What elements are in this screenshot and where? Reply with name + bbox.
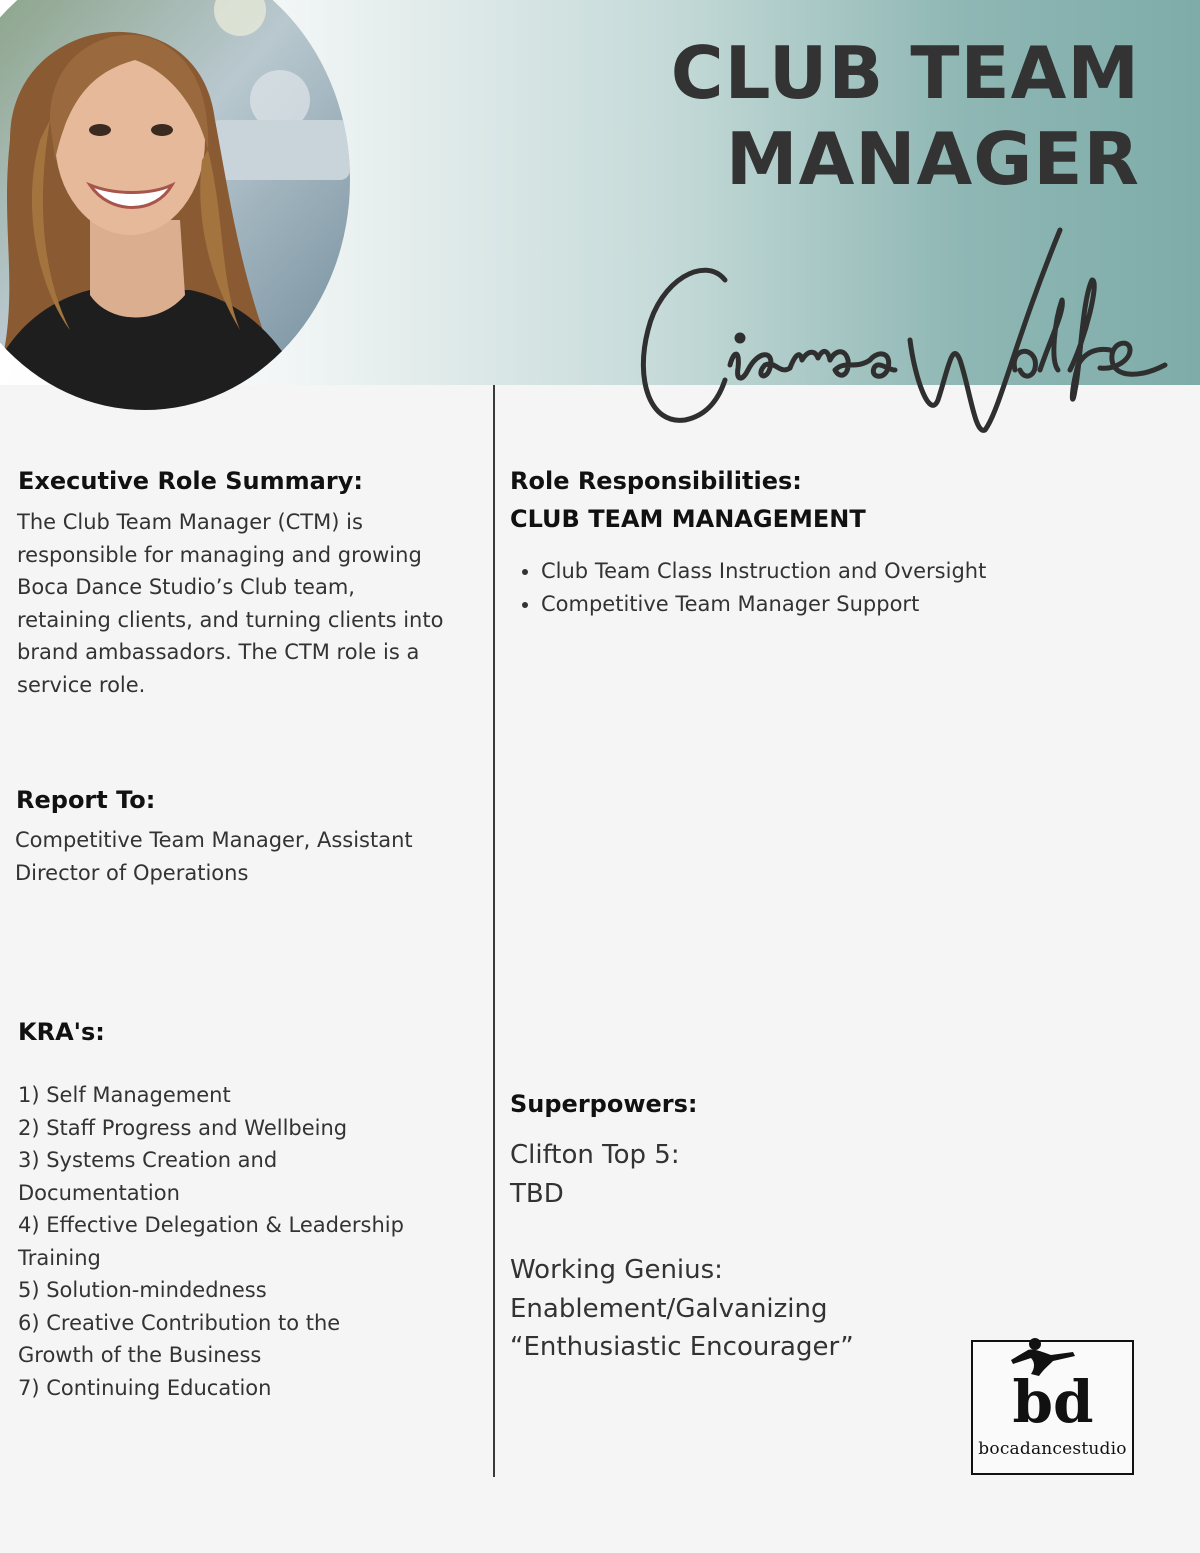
summary-line: service role. [17, 672, 146, 697]
column-divider [493, 385, 495, 1477]
summary-text [17, 506, 487, 701]
list-item: • Club Team Class Instruction and Oversight [541, 555, 1200, 588]
clifton-label: Clifton Top 5: [510, 1140, 680, 1170]
superpowers-heading: Superpowers: [510, 1090, 698, 1118]
report-line: Director of Operations [15, 860, 249, 885]
summary-line: retaining clients, and turning clients into [17, 607, 444, 632]
genius-value: Enablement/Galvanizing [510, 1293, 828, 1324]
kra-line: 7) Continuing Education [18, 1375, 272, 1400]
bocadancestudio-logo [971, 1340, 1134, 1475]
clifton-block [510, 1136, 950, 1213]
summary-line: The Club Team Manager (CTM) is [17, 510, 363, 534]
report-text [15, 824, 485, 889]
kra-line: 2) Staff Progress and Wellbeing [18, 1115, 348, 1140]
kras-heading: KRA's: [18, 1018, 105, 1046]
name-signature [630, 220, 1190, 460]
logo-letters: bd [1012, 1368, 1094, 1430]
kra-line: Training [18, 1245, 101, 1270]
summary-line: brand ambassadors. The CTM role is a [17, 640, 420, 664]
responsibilities-heading: Role Responsibilities: [510, 467, 802, 495]
responsibilities-subheading: CLUB TEAM MANAGEMENT [510, 505, 866, 533]
summary-line: responsible for managing and growing [17, 542, 422, 567]
kra-line: 4) Effective Delegation & Leadership [18, 1213, 404, 1237]
kra-line: Documentation [18, 1180, 180, 1205]
summary-heading: Executive Role Summary: [18, 467, 363, 495]
title-line-2: MANAGER [725, 117, 1140, 201]
genius-quote: “Enthusiastic Encourager” [510, 1332, 854, 1362]
kras-list [18, 1079, 488, 1404]
kra-line: 6) Creative Contribution to the [18, 1310, 341, 1335]
summary-line: Boca Dance Studio’s Club team, [17, 575, 355, 599]
kra-line: Growth of the Business [18, 1343, 262, 1367]
genius-label: Working Genius: [510, 1255, 723, 1285]
clifton-value: TBD [510, 1178, 564, 1209]
kra-line: 3) Systems Creation and [18, 1148, 278, 1172]
logo-wordmark: bocadancestudio [978, 1439, 1127, 1459]
page-title [520, 30, 1140, 202]
kra-line: 1) Self Management [18, 1083, 231, 1107]
report-heading: Report To: [16, 786, 156, 814]
kra-line: 5) Solution-mindedness [18, 1278, 267, 1302]
genius-block [510, 1251, 950, 1367]
list-item: • Competitive Team Manager Support [541, 588, 1200, 621]
title-line-1: CLUB TEAM [670, 31, 1140, 115]
report-line: Competitive Team Manager, Assistant [15, 828, 413, 852]
responsibilities-list [511, 555, 1200, 621]
